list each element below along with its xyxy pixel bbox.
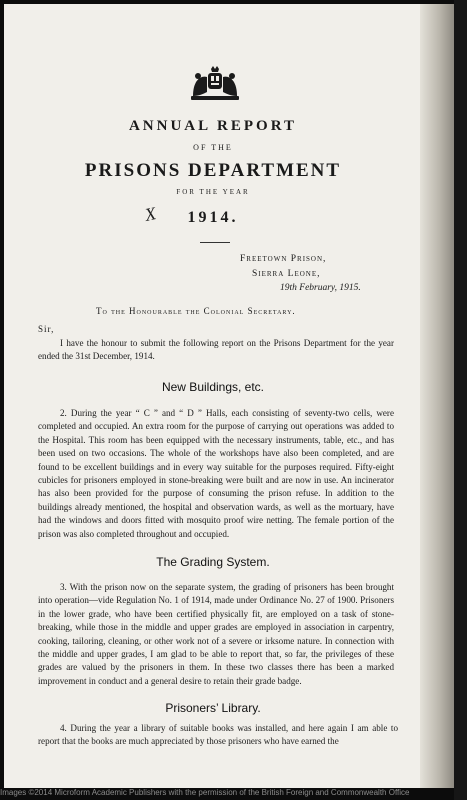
- copyright-footer: Images ©2014 Microform Academic Publishers with the permission of the British Foreign and Commonwealth Office: [0, 788, 410, 797]
- section-paragraph-new-buildings: 2. During the year “ C ” and “ D ” Halls, each consisting of seventy-two cells, were completed and occupied. An extra room for the purpose of carrying out operations was added to the Hospital. This room has been equipped with the necessary instruments, table, etc., and has been used on two occasions. The whole of the workshops have also been completed, and are found to be excellent buildings and in every way suitable for the purposes required. Fifty-eight cubicles for prisoners employed in stone-breaking were built and are now in use. An incinerator has also been provided for the purpose of consuming the prison refuse. In addition to the buildings already mentioned, the hospital and observation wards, as well as the mortuary, have had the windows and doors fitted with mosquito proof wire netting. The female portion of the prison was also completed throughout and occupied.: [38, 408, 394, 539]
- title-divider: [200, 242, 230, 243]
- address-line-2: Sierra Leone,: [252, 269, 321, 279]
- title-line-2: OF THE: [193, 143, 233, 152]
- scan-edge: [454, 0, 467, 800]
- book-spine-shadow: [420, 4, 454, 788]
- title-line-1: ANNUAL REPORT: [128, 118, 298, 134]
- pen-mark: X: [142, 203, 158, 225]
- title-line-3: PRISONS DEPARTMENT: [84, 160, 342, 181]
- section-paragraph-prisoners-library: 4. During the year a library of suitable books was installed, and here again I am able to report that the books are much appreciated by those prisoners who have earned the: [38, 723, 398, 747]
- intro-paragraph: I have the honour to submit the following report on the Prisons Department for the year ended the 31st December, 1914.: [38, 338, 394, 362]
- title-line-4: FOR THE YEAR: [176, 188, 250, 196]
- address-date: 19th February, 1915.: [280, 283, 361, 293]
- royal-coat-of-arms-icon: [187, 66, 243, 102]
- section-heading-prisoners-library: Prisoners’ Library.: [165, 701, 261, 715]
- salutation: Sir,: [38, 324, 55, 334]
- section-heading-grading-system: The Grading System.: [156, 555, 270, 569]
- document-page: [4, 4, 454, 788]
- section-paragraph-grading-system: 3. With the prison now on the separate system, the grading of prisoners has been brought into operation—vide Regulation No. 1 of 1914, made under Ordinance No. 27 of 1900. Prisoners in the lower grade, who have been certified physically fit, are employed on a task of stone-breaking, while those in the middle and upper grades are employed in association in carpentry, cooking, tailoring, cleaning, or other work not of a severe or irksome nature. In connection with the middle and upper grades, I am glad to be able to report that, so far, the privileges of these grades are valued by the prisoners in them. In these two classes there has been a marked improvement in conduct and a general desire to retain their grade badge.: [38, 582, 394, 686]
- address-line-1: Freetown Prison,: [240, 254, 327, 264]
- addressee: To the Honourable the Colonial Secretary.: [96, 306, 296, 316]
- report-year: 1914.: [187, 209, 239, 226]
- section-heading-new-buildings: New Buildings, etc.: [161, 380, 265, 394]
